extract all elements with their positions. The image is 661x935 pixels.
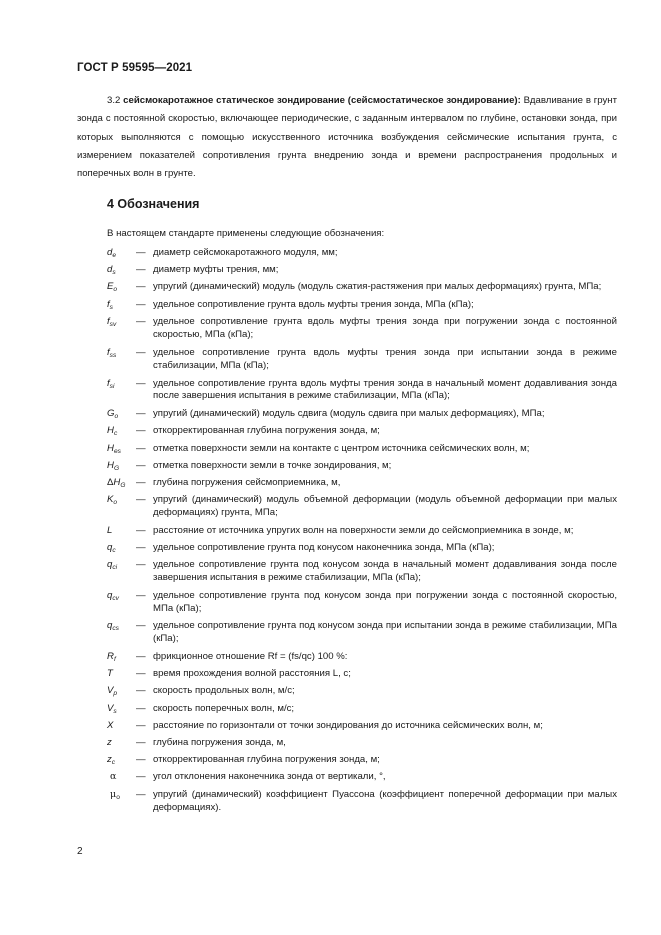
definition-dash: — bbox=[136, 476, 146, 488]
symbol-letter: d bbox=[107, 264, 113, 276]
definition-symbol bbox=[107, 460, 136, 473]
symbol-subscript: o bbox=[113, 286, 118, 294]
definition-dash: — bbox=[136, 346, 146, 358]
definition-dash: — bbox=[136, 316, 146, 328]
symbol-subscript: cv bbox=[112, 594, 119, 602]
definition-dash: — bbox=[136, 589, 146, 601]
symbol-subscript: c bbox=[112, 546, 116, 554]
definition-dash: — bbox=[136, 459, 146, 471]
symbol-letter: G bbox=[107, 408, 115, 420]
definition-text: упругий (динамический) модуль сдвига (модуль сдвига при малых деформациях), МПа; bbox=[153, 408, 545, 420]
definition-dash: — bbox=[136, 425, 146, 437]
symbol-subscript: G bbox=[113, 464, 120, 472]
symbol-letter: H bbox=[107, 442, 114, 454]
definition-dash: — bbox=[136, 685, 146, 697]
definition-dash: — bbox=[136, 754, 146, 766]
definition-text: удельное сопротивление грунта вдоль муфты трения зонда при испытании зонда в режиме стабилизации, МПа (кПа); bbox=[153, 346, 617, 371]
symbol-subscript: f bbox=[113, 656, 116, 663]
definition-text: удельное сопротивление грунта под конусом зонда при испытании зонда в режиме стабилизации, МПа (кПа); bbox=[153, 620, 617, 645]
definition-text: откорректированная глубина погружения зонда, м; bbox=[153, 754, 380, 766]
definition-dash: — bbox=[136, 264, 146, 276]
definition-item bbox=[107, 590, 617, 616]
definition-dash: — bbox=[136, 719, 146, 731]
definition-item bbox=[107, 789, 617, 815]
definition-symbol bbox=[107, 590, 136, 603]
definition-dash: — bbox=[136, 541, 146, 553]
definition-item bbox=[107, 460, 617, 473]
symbol-letter: z bbox=[107, 754, 112, 766]
definition-symbol bbox=[107, 703, 136, 716]
definition-symbol bbox=[107, 378, 136, 391]
definition-text: фрикционное отношение Rf = (fs/qc) 100 %: bbox=[153, 651, 348, 662]
definition-item bbox=[107, 668, 617, 681]
symbol-letter: f bbox=[107, 316, 110, 328]
definition-item bbox=[107, 494, 617, 520]
definition-dash: — bbox=[136, 620, 146, 632]
symbol-letter: T bbox=[107, 668, 113, 680]
definition-symbol bbox=[107, 651, 136, 664]
symbol-subscript: cs bbox=[112, 625, 119, 633]
symbol-letter: q bbox=[107, 620, 113, 632]
definition-item bbox=[107, 347, 617, 373]
definition-item bbox=[107, 771, 617, 784]
definition-text: упругий (динамический) модуль (модуль сжатия-растяжения при малых деформациях) грунта, МПа; bbox=[153, 281, 602, 293]
symbol-letter: z bbox=[107, 737, 112, 749]
symbol-subscript: s bbox=[109, 304, 113, 312]
definition-item bbox=[107, 316, 617, 342]
definition-symbol bbox=[107, 477, 136, 490]
definition-item bbox=[107, 737, 617, 750]
page-number: 2 bbox=[77, 846, 83, 857]
symbol-subscript: o bbox=[114, 413, 119, 421]
definition-text: глубина погружения зонда, м, bbox=[153, 737, 286, 749]
symbol-subscript: si bbox=[109, 382, 115, 390]
definition-item bbox=[107, 685, 617, 698]
clause-3-2 bbox=[77, 92, 617, 183]
symbol-subscript: ci bbox=[112, 564, 118, 572]
definition-text: отметка поверхности земли в точке зондирования, м; bbox=[153, 459, 392, 471]
definition-text: скорость поперечных волн, м/с; bbox=[153, 702, 295, 714]
symbol-letter: q bbox=[107, 559, 113, 571]
definition-symbol bbox=[107, 247, 136, 260]
symbol-subscript: s bbox=[113, 707, 117, 715]
definition-item bbox=[107, 703, 617, 716]
definition-symbol bbox=[107, 299, 136, 312]
symbol-letter: d bbox=[107, 247, 113, 258]
definition-item bbox=[107, 559, 617, 585]
definition-text: расстояние по горизонтали от точки зондирования до источника сейсмических волн, м; bbox=[153, 719, 543, 731]
definition-dash: — bbox=[136, 651, 146, 662]
symbol-subscript: c bbox=[113, 430, 118, 438]
symbol-subscript: s bbox=[112, 269, 116, 277]
definition-text: время прохождения волной расстояния L, с; bbox=[153, 668, 351, 680]
definition-symbol bbox=[107, 525, 136, 538]
document-header: ГОСТ Р 59595—2021 bbox=[77, 62, 193, 74]
definition-text: отметка поверхности земли на контакте с центром источника сейсмических волн, м; bbox=[153, 442, 530, 454]
symbol-subscript: e bbox=[112, 252, 117, 259]
definition-text: удельное сопротивление грунта вдоль муфты трения зонда в начальный момент додавливания зонда после завершения испытания в режиме стабилизации, МПа (кПа); bbox=[153, 377, 617, 402]
definition-symbol bbox=[107, 408, 136, 421]
definition-item bbox=[107, 443, 617, 456]
symbol-subscript: es bbox=[113, 447, 121, 455]
symbol-letter: V bbox=[107, 702, 114, 714]
definition-dash: — bbox=[136, 788, 146, 800]
symbol-letter: H bbox=[107, 459, 114, 471]
definition-symbol bbox=[107, 425, 136, 438]
symbol-subscript: o bbox=[113, 499, 118, 507]
definition-item bbox=[107, 525, 617, 538]
symbol-letter: q bbox=[107, 541, 113, 553]
definition-symbol bbox=[107, 347, 136, 360]
definition-dash: — bbox=[136, 737, 146, 749]
definition-dash: — bbox=[136, 524, 146, 536]
symbol-letter: L bbox=[107, 524, 113, 536]
definition-text: упругий (динамический) модуль объемной деформации (модуль объемной деформации при малых деформациях) грунта, МПа; bbox=[153, 494, 617, 519]
symbol-subscript: ss bbox=[109, 351, 117, 359]
definition-item bbox=[107, 542, 617, 555]
clause-number: 3.2 bbox=[107, 95, 121, 106]
symbol-letter: H bbox=[113, 476, 121, 488]
section-intro: В настоящем стандарте применены следующие обозначения: bbox=[107, 228, 385, 239]
symbol-letter: f bbox=[107, 299, 110, 311]
symbol-letter: H bbox=[107, 425, 114, 437]
definition-text: упругий (динамический) коэффициент Пуассона (коэффициент поперечной деформации при малых деформациях). bbox=[153, 788, 617, 813]
definition-item bbox=[107, 425, 617, 438]
symbol-letter: X bbox=[107, 719, 114, 731]
definition-symbol bbox=[107, 316, 136, 329]
definition-symbol bbox=[107, 668, 136, 681]
symbol-subscript: sv bbox=[109, 321, 117, 329]
symbol-letter: q bbox=[107, 589, 113, 601]
symbol-letter: f bbox=[107, 346, 110, 358]
definition-dash: — bbox=[136, 247, 146, 258]
definition-item bbox=[107, 720, 617, 733]
definition-symbol bbox=[107, 494, 136, 507]
definition-dash: — bbox=[136, 559, 146, 571]
definition-text: удельное сопротивление грунта вдоль муфты трения зонда при погружении зонда с постоянной скоростью, МПа (кПа); bbox=[153, 316, 617, 341]
definition-symbol bbox=[107, 281, 136, 294]
definitions-list bbox=[107, 247, 617, 819]
section-heading: 4 Обозначения bbox=[107, 197, 200, 211]
definition-dash: — bbox=[136, 408, 146, 420]
symbol-letter: V bbox=[107, 685, 114, 697]
definition-dash: — bbox=[136, 771, 146, 783]
symbol-letter: K bbox=[107, 494, 114, 506]
clause-text: Вдавливание в грунт зонда с постоянной скоростью, включающее периодические, с заданным интервалом по глубине, остановки зонда, при которых выполняются с помощью искусственного источника возбуждения сейсмические испытания грунта, с измерением показателей сопротивления грунта внедрению зонда и времени распространения продольных и поперечных волн в грунте. bbox=[77, 95, 617, 180]
definition-symbol bbox=[107, 264, 136, 277]
definition-item bbox=[107, 299, 617, 312]
definition-text: диаметр сейсмокаротажного модуля, мм; bbox=[153, 247, 338, 258]
definition-text: глубина погружения сейсмоприемника, м, bbox=[153, 476, 341, 488]
symbol-letter: f bbox=[107, 377, 110, 389]
definition-text: скорость продольных волн, м/с; bbox=[153, 685, 295, 697]
definition-dash: — bbox=[136, 377, 146, 389]
definition-item bbox=[107, 281, 617, 294]
definition-symbol bbox=[107, 559, 136, 572]
definition-symbol bbox=[107, 771, 136, 784]
definition-text: расстояние от источника упругих волн на поверхности земли до сейсмоприемника в зонде, м; bbox=[153, 524, 574, 536]
definition-item bbox=[107, 408, 617, 421]
definition-symbol bbox=[107, 754, 136, 767]
definition-item bbox=[107, 620, 617, 646]
symbol-greek: α bbox=[110, 771, 117, 783]
definition-symbol bbox=[107, 542, 136, 555]
definition-item bbox=[107, 247, 617, 260]
symbol-letter: R bbox=[107, 651, 114, 662]
definition-dash: — bbox=[136, 702, 146, 714]
definition-text: откорректированная глубина погружения зонда, м; bbox=[153, 425, 380, 437]
definition-symbol bbox=[107, 720, 136, 733]
definition-item bbox=[107, 651, 617, 664]
definition-item bbox=[107, 378, 617, 404]
definition-symbol bbox=[107, 443, 136, 456]
symbol-subscript: G bbox=[120, 481, 126, 489]
symbol-greek: μ bbox=[110, 788, 117, 800]
definition-item bbox=[107, 754, 617, 767]
definition-text: удельное сопротивление грунта под конусом наконечника зонда, МПа (кПа); bbox=[153, 541, 495, 553]
definition-text: угол отклонения наконечника зонда от вертикали, °, bbox=[153, 771, 386, 783]
definition-symbol bbox=[107, 620, 136, 633]
definition-symbol bbox=[107, 685, 136, 698]
definition-dash: — bbox=[136, 494, 146, 506]
definition-dash: — bbox=[136, 442, 146, 454]
definition-item bbox=[107, 477, 617, 490]
symbol-prefix: Δ bbox=[107, 476, 114, 488]
symbol-subscript: p bbox=[113, 690, 118, 698]
definition-dash: — bbox=[136, 668, 146, 680]
clause-term: сейсмокаротажное статическое зондирование (сейсмостатическое зондирование): bbox=[123, 95, 521, 106]
definition-dash: — bbox=[136, 299, 146, 311]
definition-text: удельное сопротивление грунта под конусом зонда в начальный момент додавливания зонда после завершения испытания в режиме стабилизации, МПа (кПа); bbox=[153, 559, 617, 584]
definition-dash: — bbox=[136, 281, 146, 293]
definition-item bbox=[107, 264, 617, 277]
definition-symbol bbox=[107, 737, 136, 750]
definition-text: удельное сопротивление грунта под конусом зонда при погружении зонда с постоянной скоростью, МПа (кПа); bbox=[153, 589, 617, 614]
symbol-subscript: o bbox=[116, 793, 120, 801]
symbol-letter: E bbox=[107, 281, 114, 293]
definition-symbol bbox=[107, 789, 136, 802]
symbol-subscript: c bbox=[111, 759, 116, 767]
definition-text: диаметр муфты трения, мм; bbox=[153, 264, 279, 276]
definition-text: удельное сопротивление грунта вдоль муфты трения зонда, МПа (кПа); bbox=[153, 299, 474, 311]
